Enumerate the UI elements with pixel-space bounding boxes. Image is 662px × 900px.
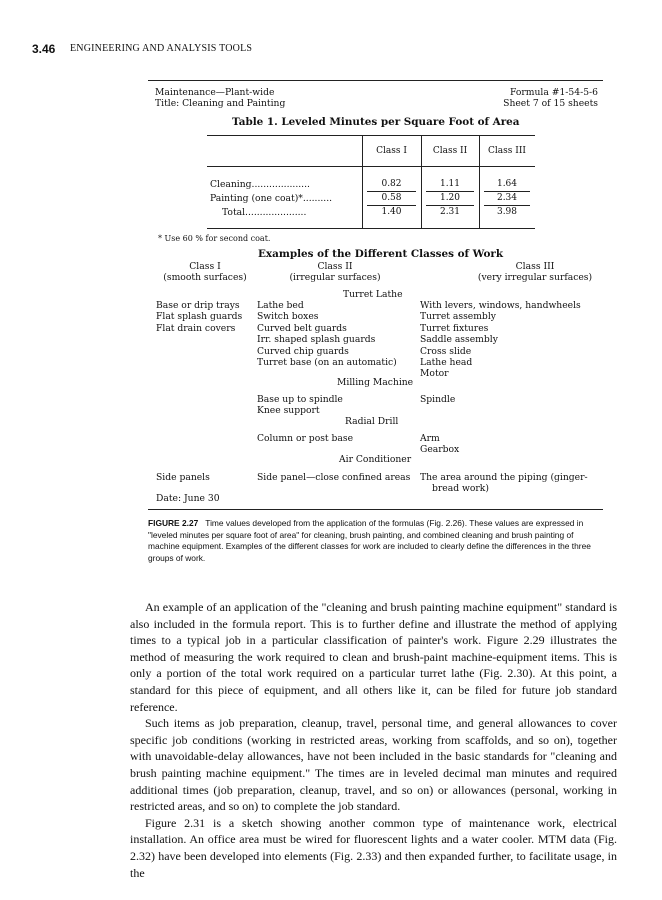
list-item: The area around the piping (ginger- — [420, 472, 588, 483]
figure-top-rule — [148, 80, 603, 81]
running-header-title: ENGINEERING AND ANALYSIS TOOLS — [70, 43, 253, 54]
figure-top-right-2: Sheet 7 of 15 sheets — [503, 98, 598, 109]
figure-caption — [148, 518, 603, 564]
list-item: With levers, windows, handwheels — [420, 300, 581, 311]
value-total-class-1: 1.40 — [381, 207, 402, 217]
header-class-3: Class III — [488, 146, 526, 156]
list-item: Side panel—close confined areas — [257, 472, 411, 483]
list-item: Base or drip trays — [156, 300, 240, 311]
value-cleaning-class-2: 1.11 — [439, 179, 461, 189]
value-painting-class-1: 0.58 — [381, 193, 402, 203]
table-header-rule — [207, 166, 535, 167]
class-3-heading — [475, 261, 595, 284]
table-footnote: * Use 60 % for second coat. — [158, 234, 271, 243]
milling-machine-class-3 — [420, 394, 455, 405]
figure-bottom-rule — [148, 509, 603, 510]
list-item: Knee support — [257, 405, 320, 417]
class-2-desc: (irregular surfaces) — [289, 272, 381, 284]
list-item: Turret fixtures — [420, 322, 489, 334]
air-conditioner-class-1 — [156, 472, 210, 483]
class-1-heading — [150, 261, 260, 284]
turret-lathe-class-3 — [420, 300, 581, 380]
list-item: Cross slide — [420, 345, 472, 357]
list-item: Arm — [420, 433, 440, 444]
value-total-class-2: 2.31 — [439, 207, 461, 217]
underline — [426, 191, 474, 192]
list-item: bread work) — [432, 483, 489, 495]
list-item: Switch boxes — [257, 311, 319, 323]
list-item: Irr. shaped splash guards — [257, 334, 376, 346]
paragraph-2: Such items as job preparation, cleanup, travel, personal time, and general allowances to cover specific job conditions (working in restricted areas, working from scaffolds, and so on), together with unavoidable-delay allowances, have not been included in the basic standards for "cleaning and brush painting machine equipment." The times are in leveled decimal man minutes and required additional times (job preparation, cleanup, travel, and so on) or allowances (personal, working in restricted areas, and so on) to complete the job standard. — [130, 716, 617, 814]
list-item: Motor — [420, 368, 449, 380]
class-1-name: Class I — [189, 261, 221, 272]
list-item: Saddle assembly — [420, 334, 498, 346]
underline — [426, 205, 474, 206]
section-heading-air-conditioner: Air Conditioner — [339, 454, 412, 465]
section-heading-turret-lathe: Turret Lathe — [343, 289, 403, 300]
page-number: 3.46 — [32, 42, 56, 56]
class-2-name: Class II — [317, 261, 353, 272]
table-bottom-rule — [207, 228, 535, 229]
class-3-name: Class III — [515, 261, 555, 272]
turret-lathe-class-1 — [156, 300, 242, 334]
list-item: Spindle — [420, 394, 456, 405]
header-class-2: Class II — [432, 146, 468, 156]
section-heading-radial-drill: Radial Drill — [345, 416, 399, 427]
paragraph-1: An example of an application of the "cleaning and brush painting machine equipment" standard is also included in the formula report. This is to further define and illustrate the method of applying times to a typical job in a particular classification of painter's work. Figure 2.29 illustrates the method of measuring the work required to clean and brush-paint machine-equipment items. This is only a portion of the total work required on a particular turret lathe (Fig. 2.30). At this point, a standard for this piece of equipment, and all others like it, can be filed for future job standard reference. — [130, 600, 617, 714]
list-item: Gearbox — [420, 444, 460, 456]
underline — [367, 191, 416, 192]
list-item: Flat drain covers — [156, 322, 236, 334]
header-class-1: Class I — [376, 146, 407, 156]
figure-top-left-1: Maintenance—Plant-wide — [155, 87, 275, 98]
milling-machine-class-2 — [257, 394, 343, 417]
row-label-painting: Painting (one coat)*.......... — [210, 193, 333, 204]
body-text — [130, 599, 617, 881]
list-item: Base up to spindle — [257, 394, 343, 405]
list-item: Curved belt guards — [257, 322, 347, 334]
list-item: Side panels — [156, 472, 210, 483]
turret-lathe-class-2 — [257, 300, 397, 368]
list-item: Column or post base — [257, 433, 354, 444]
section-heading-milling-machine: Milling Machine — [337, 377, 414, 388]
underline — [484, 205, 530, 206]
figure-top-left-2: Title: Cleaning and Painting — [155, 98, 286, 109]
underline — [367, 205, 416, 206]
underline — [484, 191, 530, 192]
figure-top-right-1: Formula #1-54-5-6 — [510, 87, 598, 98]
table-top-rule — [207, 135, 535, 136]
row-label-total: Total..................... — [222, 207, 307, 218]
list-item: Curved chip guards — [257, 345, 349, 357]
list-item: Turret base (on an automatic) — [257, 357, 397, 369]
list-item: Lathe bed — [257, 300, 304, 311]
paragraph-3: Figure 2.31 is a sketch showing another common type of maintenance work, electrical installation. An office area must be wired for fluorescent lights and a water cooler. MTM data (Fig. 2.32) have been developed into elements (Fig. 2.33) and then expanded further, to facilitate usage, in the — [130, 815, 617, 880]
row-label-cleaning: Cleaning.................... — [210, 179, 310, 190]
air-conditioner-class-3 — [420, 472, 588, 495]
value-total-class-3: 3.98 — [496, 207, 518, 217]
list-item: Turret assembly — [420, 311, 496, 323]
radial-drill-class-2 — [257, 433, 353, 444]
caption-label: FIGURE 2.27 — [148, 518, 199, 528]
list-item: Flat splash guards — [156, 311, 243, 323]
value-cleaning-class-1: 0.82 — [381, 179, 402, 189]
value-painting-class-3: 2.34 — [496, 193, 518, 203]
class-3-desc: (very irregular surfaces) — [477, 272, 593, 284]
class-2-heading — [275, 261, 395, 284]
value-painting-class-2: 1.20 — [439, 193, 461, 203]
air-conditioner-class-2 — [257, 472, 410, 483]
examples-title: Examples of the Different Classes of Work — [258, 248, 504, 260]
list-item: Lathe head — [420, 357, 473, 369]
class-1-desc: (smooth surfaces) — [163, 272, 247, 284]
table-title: Table 1. Leveled Minutes per Square Foot of Area — [232, 116, 520, 128]
value-cleaning-class-3: 1.64 — [496, 179, 518, 189]
radial-drill-class-3 — [420, 433, 459, 456]
caption-text: Time values developed from the application of the formulas (Fig. 2.26). These values are expressed in "leveled minutes per square foot of area" for cleaning, brush painting, and combined cleaning and brush painting of machine equipment. Examples of the different classes for work are included to clearly define the differences in the three groups of work. — [148, 518, 591, 563]
figure-date: Date: June 30 — [156, 493, 220, 504]
